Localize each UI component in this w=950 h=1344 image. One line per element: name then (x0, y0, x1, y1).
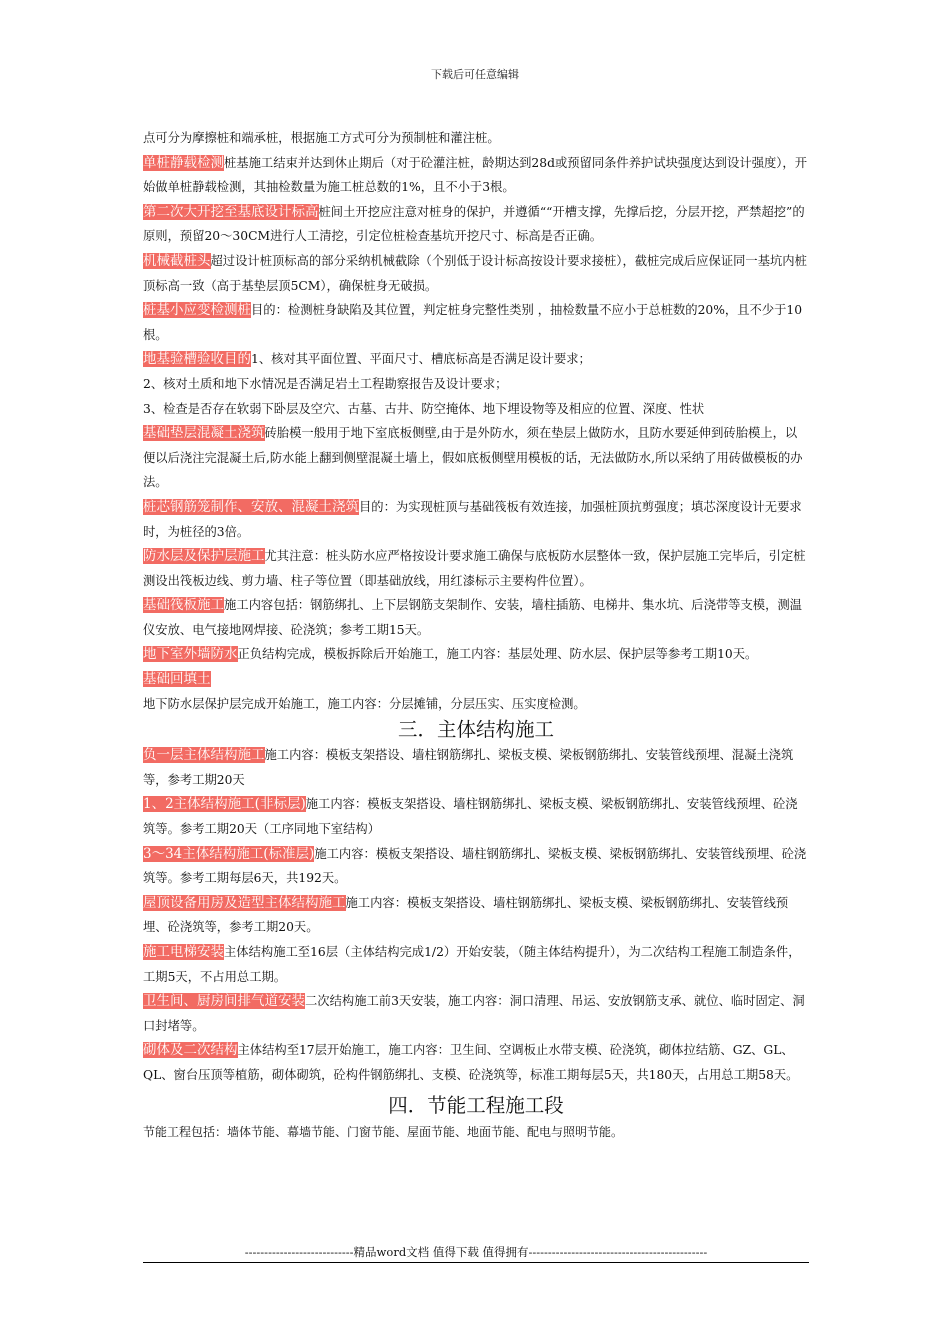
highlighted-term: 机械截桩头 (143, 252, 211, 269)
paragraph (143, 126, 809, 151)
paragraph-text: 超过设计桩顶标高的部分采纳机械截除（个别低于设计标高按设计要求接桩），截桩完成后应保证同一基坑内桩顶标高一致（高于基垫层顶5CM），确保桩身无破损。 (143, 253, 807, 293)
section-4-text: 节能工程包括：墙体节能、幕墙节能、门窗节能、屋面节能、地面节能、配电与照明节能。 (143, 1124, 624, 1139)
paragraph-text: 点可分为摩擦桩和端承桩，根据施工方式可分为预制桩和灌注桩。 (143, 131, 500, 145)
paragraph (143, 151, 809, 200)
paragraph-text: 施工内容包括：钢筋绑扎、上下层钢筋支架制作、安装，墙柱插筋、电梯井、集水坑、后浇带等支模，测温仪安放、电气接地网焊接、砼浇筑；参考工期15天。 (143, 598, 802, 637)
paragraph-text: 桩基施工结束并达到休止期后（对于砼灌注桩，龄期达到28d或预留同条件养护试块强度达到设计强度），开始做单桩静载检测，其抽检数量为施工桩总数的1%，且不小于3根。 (143, 155, 808, 195)
highlighted-term: 地下室外墙防水 (143, 646, 238, 663)
paragraph-text: 桩间土开挖应注意对桩身的保护，并遵循““开槽支撑，先撑后挖，分层开挖，严禁超挖”的原则，预留20～30CM进行人工清挖，引定位桩检查基坑开挖尺寸、标高是否正确。 (143, 204, 805, 244)
paragraph (143, 667, 809, 692)
paragraph-text: 二次结构施工前3天安装，施工内容：洞口清理、吊运、安放钢筋支承、就位、临时固定、洞口封堵等。 (143, 994, 805, 1033)
paragraph (143, 397, 809, 422)
highlighted-term: 负一层主体结构施工 (143, 747, 265, 764)
paragraph (143, 940, 809, 989)
highlighted-term: 第二次大开挖至基底设计标高 (143, 203, 319, 220)
highlighted-term: 地基验槽验收目的 (143, 351, 251, 368)
highlighted-term: 桩芯钢筋笼制作、安放、混凝土浇筑 (143, 498, 359, 515)
paragraph-text: 3、检查是否存在软弱下卧层及空穴、古墓、古井、防空掩体、地下埋设物等及相应的位置、深度、性状 (143, 401, 705, 416)
paragraph (143, 743, 809, 792)
paragraph (143, 842, 809, 891)
paragraph-text: 尤其注意：桩头防水应严格按设计要求施工确保与底板防水层整体一致，保护层施工完毕后，引定桩测设出筏板边线、剪力墙、柱子等位置（即基础放线，用红漆标示主要构件位置）。 (143, 549, 806, 588)
paragraph-text: 主体结构施工至16层（主体结构完成1/2）开始安装，（随主体结构提升），为二次结构工程施工制造条件，工期5天，不占用总工期。 (143, 945, 801, 984)
paragraph-text: 施工内容：模板支架搭设、墙柱钢筋绑扎、梁板支模、梁板钢筋绑扎、安装管线预埋、混凝土浇筑等，参考工期20天 (143, 748, 794, 787)
paragraph (143, 989, 809, 1038)
section-3-title: 三．主体结构施工 (397, 718, 554, 742)
paragraph (143, 642, 809, 667)
highlighted-term: 桩基小应变检测桩 (143, 302, 251, 319)
paragraph (143, 421, 809, 495)
highlighted-term: 3～34主体结构施工(标准层) (143, 845, 315, 862)
paragraph (143, 544, 809, 593)
highlighted-term: 单桩静载检测 (143, 154, 224, 171)
paragraph (143, 495, 809, 544)
footer-rule (143, 1262, 809, 1263)
paragraph-text: 施工内容：模板支架搭设、墙柱钢筋绑扎、梁板支模、梁板钢筋绑扎、安装管线预埋、砼浇筑等，参考工期20天。 (143, 895, 789, 935)
paragraph-text: 施工内容：模板支架搭设、墙柱钢筋绑扎、梁板支模、梁板钢筋绑扎、安装管线预埋、砼浇筑等。参考工期每层6天，共192天。 (143, 846, 807, 886)
highlighted-term: 1、2主体结构施工(非标层) (143, 796, 306, 813)
paragraph (143, 372, 809, 397)
document-body (143, 126, 809, 1144)
paragraph-text: 目的：检测桩身缺陷及其位置，判定桩身完整性类别 ，抽检数量不应小于总桩数的20%，且不少于10根。 (143, 303, 803, 342)
paragraph-text: 1、核对其平面位置、平面尺寸、槽底标高是否满足设计要求； (251, 352, 591, 367)
paragraph (143, 1038, 809, 1087)
paragraph-text: 地下防水层保护层完成开始施工，施工内容：分层摊铺，分层压实、压实度检测。 (143, 696, 586, 711)
paragraph-text: 砖胎模一般用于地下室底板侧壁,由于是外防水，须在垫层上做防水，且防水要延伸到砖胎模上，以便以后浇注完混凝土后,防水能上翻到侧壁混凝土墙上，假如底板侧壁用模板的话，无法做防水,所以采纳了用砖做模板的办法。 (143, 426, 803, 490)
paragraph (143, 593, 809, 642)
highlighted-term: 基础回填土 (143, 671, 211, 688)
paragraph-text: 主体结构至17层开始施工，施工内容：卫生间、空调板止水带支模、砼浇筑，砌体拉结筋、GZ、GL、QL、窗台压顶等植筋，砌体砌筑，砼构件钢筋绑扎、支模、砼浇筑等，标准工期每层5天，共180天，占用总工期58天。 (143, 1043, 799, 1082)
highlighted-term: 屋顶设备用房及造型主体结构施工 (143, 894, 346, 911)
highlighted-term: 防水层及保护层施工 (143, 548, 265, 565)
paragraph (143, 891, 809, 940)
paragraph (143, 249, 809, 298)
highlighted-term: 基础垫层混凝土浇筑 (143, 425, 265, 442)
highlighted-term: 基础筏板施工 (143, 597, 224, 614)
paragraph-text: 正负结构完成，模板拆除后开始施工，施工内容：基层处理、防水层、保护层等参考工期10天。 (237, 647, 758, 662)
paragraph (143, 792, 809, 841)
highlighted-term: 施工电梯安装 (143, 944, 224, 960)
page-footer: ----------------------------精品word文档 值得下载 值得拥有---------------------------------------------- (244, 1245, 708, 1259)
highlighted-term: 卫生间、厨房间排气道安装 (143, 993, 305, 1010)
paragraph (143, 298, 809, 347)
paragraph (143, 347, 809, 372)
section-4-title: 四．节能工程施工段 (388, 1093, 564, 1117)
paragraph-text: 2、核对土质和地下水情况是否满足岩土工程勘察报告及设计要求； (143, 376, 508, 391)
structure-section (143, 743, 809, 1087)
foundation-section (143, 126, 809, 716)
paragraph (143, 692, 809, 717)
paragraph-text: 目的：为实现桩顶与基础筏板有效连接，加强桩顶抗剪强度；填芯深度设计无要求时，为桩径的3倍。 (143, 499, 802, 539)
paragraph (143, 200, 809, 249)
paragraph-text: 施工内容：模板支架搭设、墙柱钢筋绑扎、梁板支模、梁板钢筋绑扎、安装管线预埋、砼浇筑等。参考工期20天（工序同地下室结构） (143, 797, 798, 837)
page-header: 下载后可任意编辑 (431, 68, 519, 81)
highlighted-term: 砌体及二次结构 (143, 1042, 238, 1059)
